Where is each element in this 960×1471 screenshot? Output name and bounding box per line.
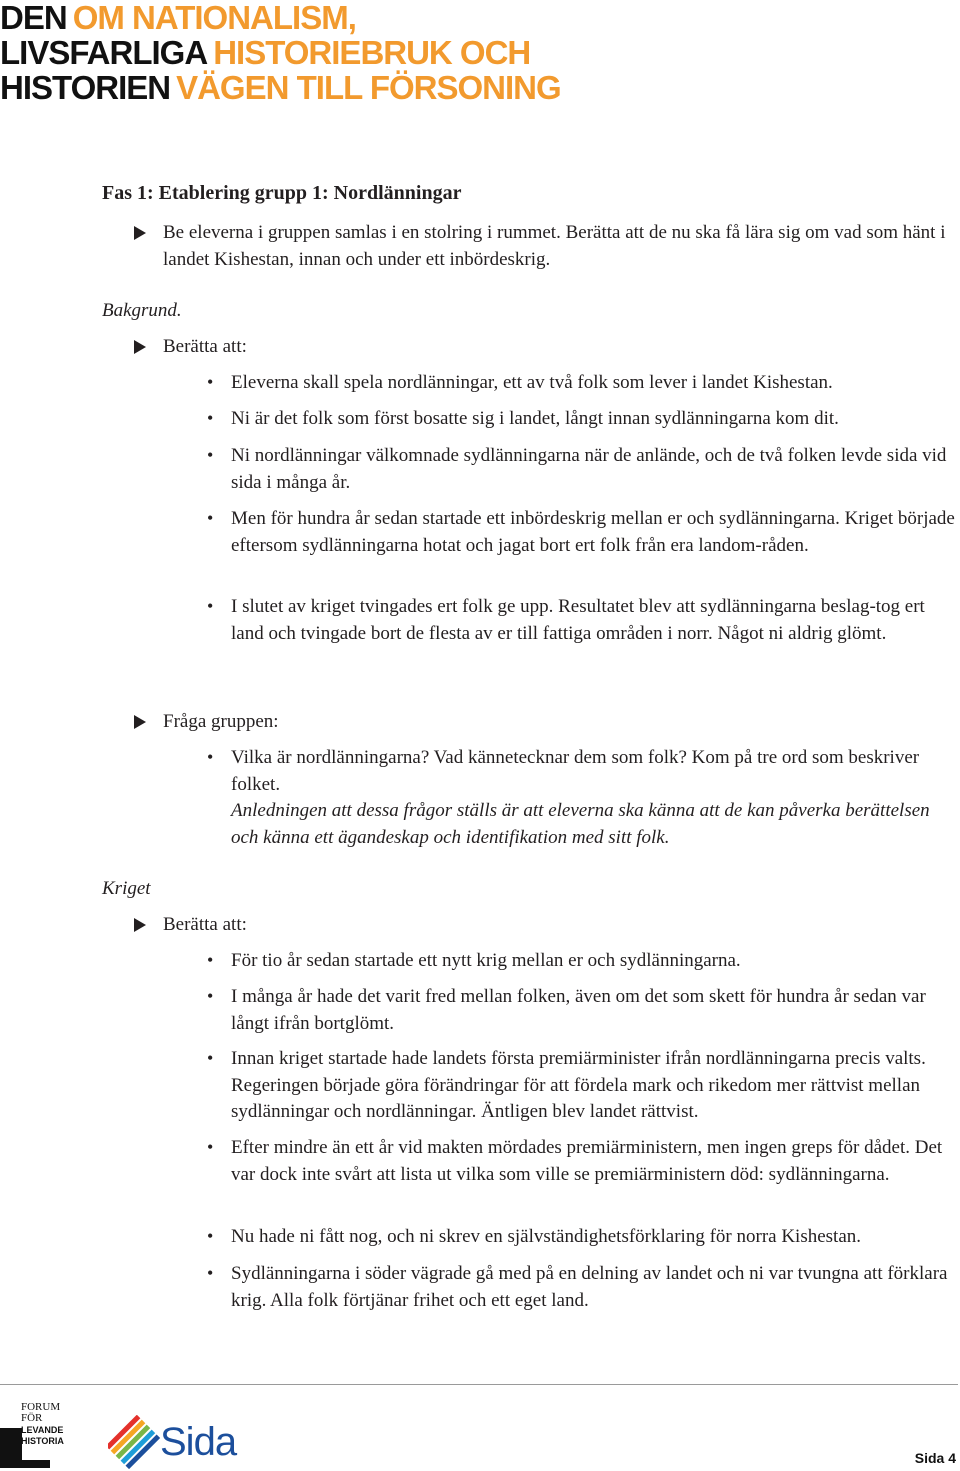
list-item: Eleverna skall spela nordlänningar, ett av två folk som lever i landet Kishestan. [231,372,833,393]
banner-line-2 [0,35,530,71]
forum-levande-historia-logo [0,1398,80,1468]
list-item: Efter mindre än ett år vid makten mördades premiärministern, men ingen greps för dådet. Det var dock inte svårt att lista ut vilka som ville se premiärministern död: sydlänningarna. [231,1137,943,1185]
bullet-dot: • [207,596,214,616]
facilitator-note: Anledningen att dessa frågor ställs är att eleverna ska känna att de kan påverka berättelsen och känna ett ägandeskap och identifikation med sitt folk. [231,800,930,848]
list-item: Nu hade ni fått nog, och ni skrev en självständighetsförklaring för norra Kishestan. [231,1226,862,1247]
triangle-bullet-icon [134,918,146,932]
bullet-dot: • [207,950,214,970]
section-bakgrund: Bakgrund. [102,300,182,321]
banner-text-orange: VÄGEN TILL FÖRSONING [176,69,561,106]
banner-text-orange: HISTORIEBRUK OCH [213,34,531,71]
intro-paragraph: Be eleverna i gruppen samlas i en stolring i rummet. Berätta att de nu ska få lära sig om vad som hänt i landet Kishestan, innan och under ett inbördeskrig. [163,222,946,270]
bullet-dot: • [207,372,214,392]
triangle-bullet-icon [134,715,146,729]
triangle-bullet-icon [134,226,146,240]
triangle-bullet-icon [134,340,146,354]
logo-text: LEVANDE [21,1425,64,1435]
bullet-dot: • [207,747,214,767]
banner-line-3 [0,70,561,106]
list-item: Sydlänningarna i söder vägrade gå med på en delning av landet och ni var tvungna att förklara krig. Alla folk förtjänar frihet och ett eget land. [231,1263,948,1311]
question-text: Vilka är nordlänningarna? Vad kännetecknar dem som folk? Kom på tre ord som beskriver folket. [231,747,920,795]
banner-text-black: LIVSFARLIGA [0,34,208,71]
logo-text: HISTORIA [21,1436,64,1446]
footer-divider [0,1384,958,1385]
bullet-dot: • [207,1048,214,1068]
logo-text: FORUM [21,1401,61,1413]
list-item: Ni nordlänningar välkomnade sydlänningarna när de anlände, och de två folken levde sida vid sida i många år. [231,445,947,493]
bullet-dot: • [207,1137,214,1157]
fraga-gruppen-label: Fråga gruppen: [163,711,279,732]
page-number: Sida 4 [914,1450,956,1466]
banner-text-black: HISTORIEN [0,69,171,106]
list-item: Ni är det folk som först bosatte sig i landet, långt innan sydlänningarna kom dit. [231,408,839,429]
bullet-dot: • [207,408,214,428]
sida-logo-text: Sida [160,1420,237,1464]
logo-text: FÖR [21,1412,43,1424]
banner-text-black: DEN [0,0,67,36]
bullet-dot: • [207,1263,214,1283]
list-item: Innan kriget startade hade landets första premiärminister ifrån nordlänningarna precis valts. Regeringen började göra förändringar för att fördela mark och rikedom mer rättvist mellan sydlänningar och nordlänningar. Äntligen blev landet rättvist. [231,1048,926,1122]
bullet-dot: • [207,508,214,528]
page-heading: Fas 1: Etablering grupp 1: Nordlänningar [102,182,462,204]
banner-text-orange: OM NATIONALISM, [72,0,356,36]
berata-att-label: Berätta att: [163,914,247,935]
list-item [231,745,959,851]
list-item: Men för hundra år sedan startade ett inbördeskrig mellan er och sydlänningarna. Kriget började eftersom sydlänningarna hotat och jagat bort ert folk från era landom-råden. [231,508,955,556]
section-kriget: Kriget [102,878,151,899]
list-item: I slutet av kriget tvingades ert folk ge upp. Resultatet blev att sydlänningarna beslag-tog ert land och tvingade bort de flesta av er till fattiga områden i norr. Något ni aldrig glömt. [231,596,925,644]
bullet-dot: • [207,986,214,1006]
berata-att-label: Berätta att: [163,336,247,357]
list-item: För tio år sedan startade ett nytt krig mellan er och sydlänningarna. [231,950,741,971]
logo-bar [0,1460,50,1468]
bullet-dot: • [207,1226,214,1246]
bullet-dot: • [207,445,214,465]
list-item: I många år hade det varit fred mellan folken, även om det som skett för hundra år sedan var långt ifrån bortglömt. [231,986,926,1034]
banner-line-1 [0,0,356,36]
